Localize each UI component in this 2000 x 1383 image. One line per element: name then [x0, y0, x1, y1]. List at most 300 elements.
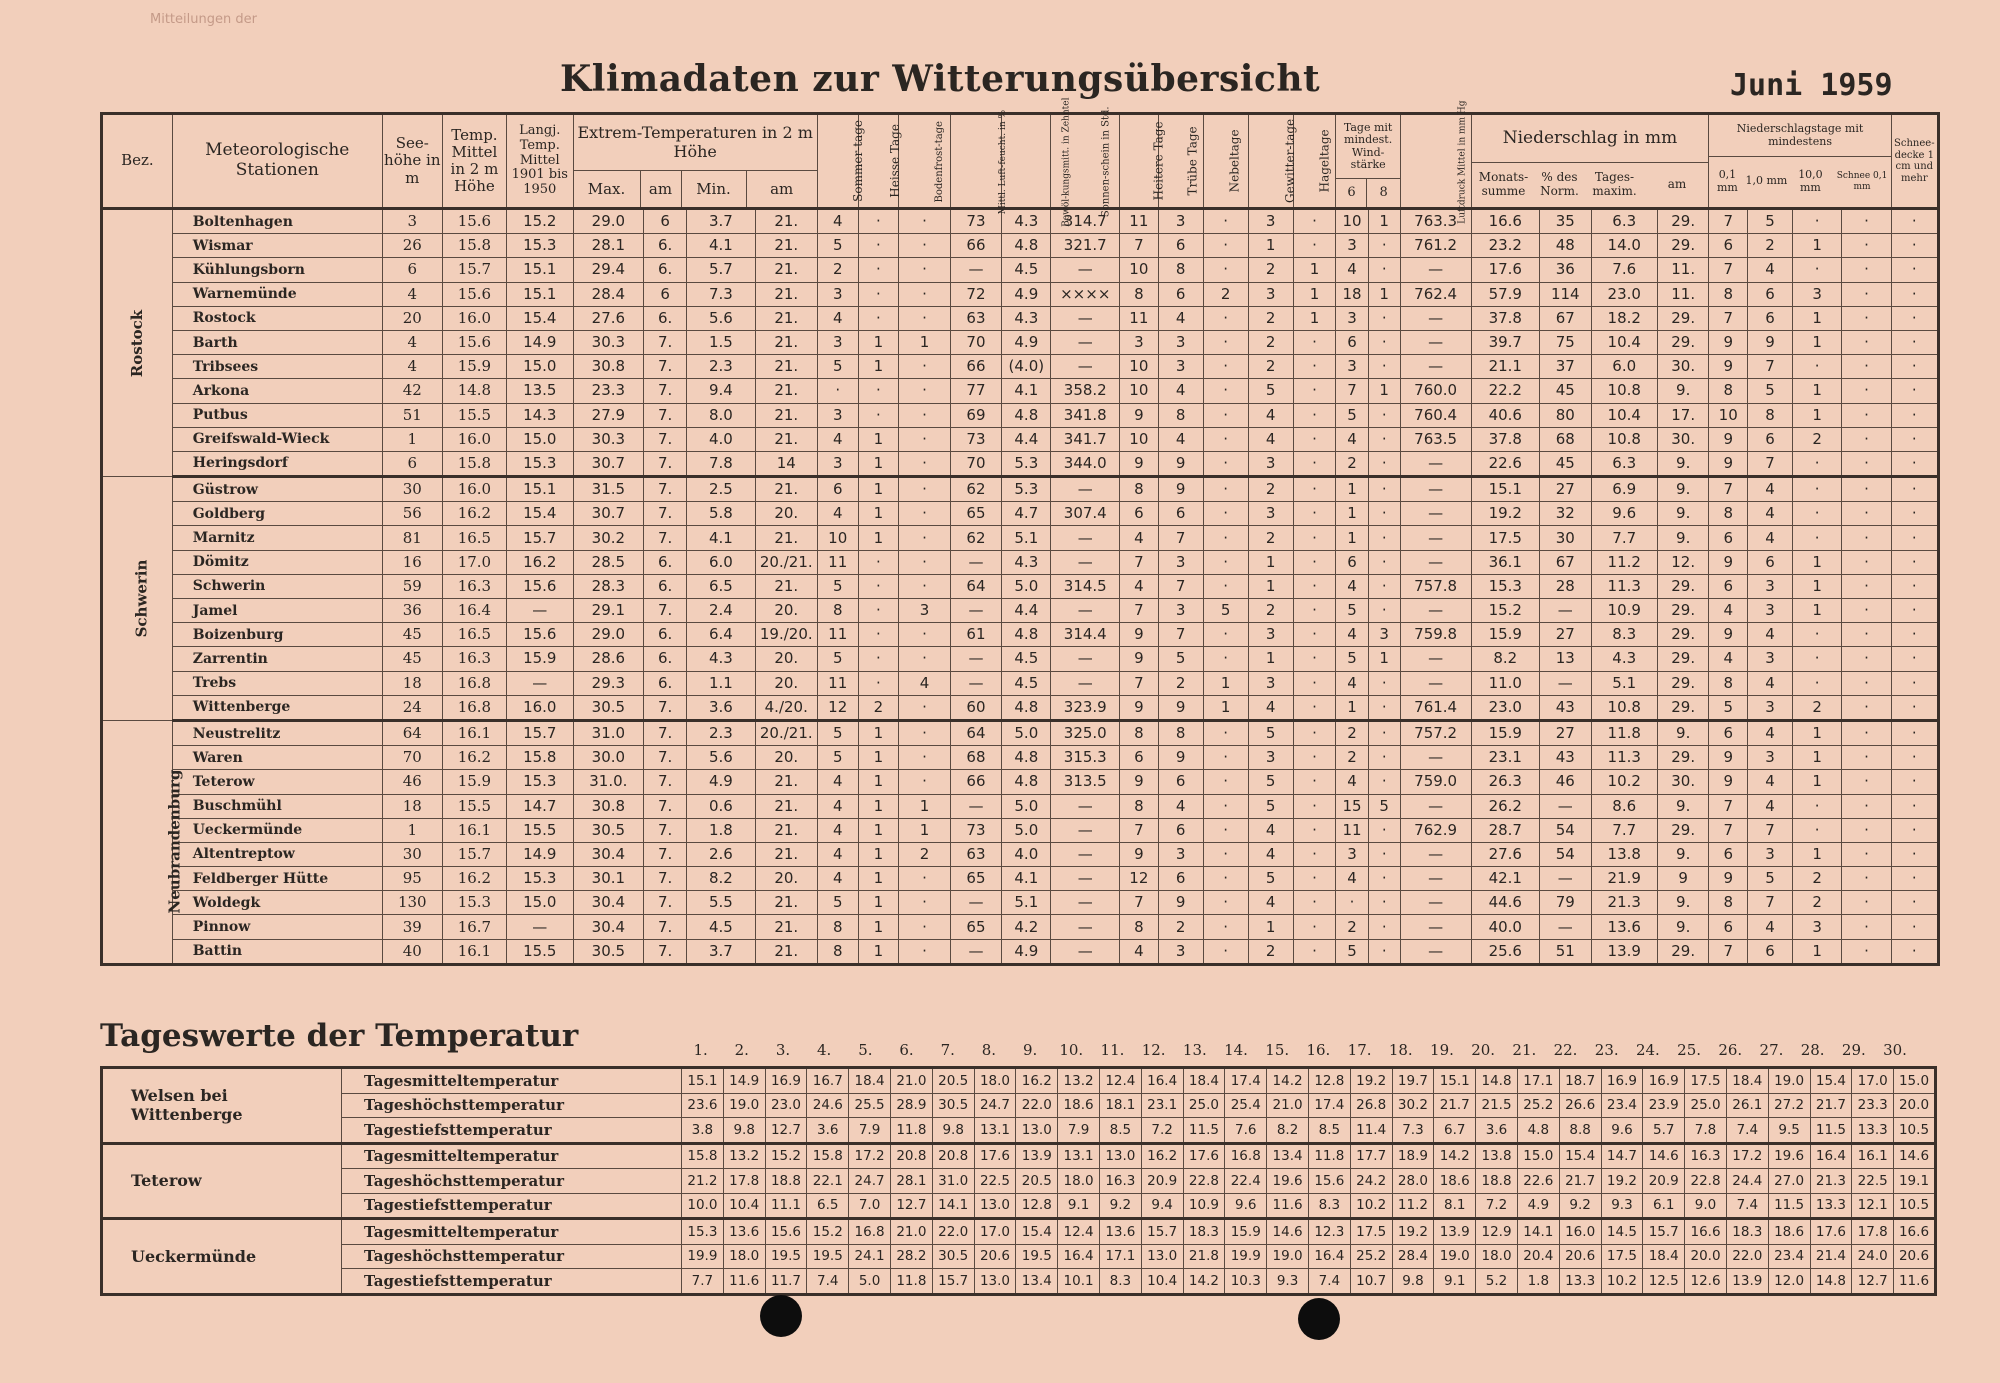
daily-temp-value: 16.6 [1685, 1219, 1727, 1245]
day-number: 18. [1388, 1041, 1413, 1059]
data-cell: 27.9 [573, 403, 644, 427]
hdr-luftfeucht-text: Mittl. Luft-feucht. in % [997, 109, 1008, 214]
hdr-am2: am [770, 179, 794, 198]
hdr-sommertage-text: Sommer-tage [850, 119, 865, 202]
data-cell: 1 [1793, 842, 1842, 866]
data-cell: 7. [644, 379, 687, 403]
data-cell: 7 [1158, 526, 1203, 550]
daily-temp-value: 20.6 [974, 1244, 1016, 1269]
month-label: Juni 1959 [1730, 68, 1893, 103]
station-row [102, 234, 1939, 258]
data-cell: 3.7 [687, 939, 756, 964]
data-cell: 30.4 [573, 891, 644, 915]
data-cell: 1 [858, 502, 899, 526]
data-cell: 15.5 [442, 403, 506, 427]
data-cell: 8 [1120, 282, 1159, 306]
data-cell: · [1368, 526, 1400, 550]
daily-temp-value: 21.7 [1559, 1169, 1601, 1194]
data-cell: 21. [755, 209, 817, 234]
temp-type-label: Tagesmitteltemperatur [342, 1219, 682, 1245]
daily-temp-value: 9.5 [1768, 1118, 1810, 1144]
data-cell: · [1891, 258, 1938, 282]
data-cell: 19.2 [1471, 502, 1540, 526]
hdr-min: Min. [682, 171, 747, 207]
data-cell: 1 [858, 794, 899, 818]
data-cell: 5 [1158, 647, 1203, 671]
data-cell: · [1203, 842, 1248, 866]
daily-temp-value: 13.9 [1434, 1219, 1476, 1245]
daily-temp-value: 7.6 [1225, 1118, 1267, 1144]
data-cell: — [1400, 746, 1471, 770]
data-cell: 9 [1709, 623, 1748, 647]
daily-temp-value: 9.3 [1601, 1193, 1643, 1219]
daily-temp-row [102, 1193, 1936, 1219]
data-cell: · [1842, 770, 1891, 794]
daily-temp-value: 14.1 [1517, 1219, 1559, 1245]
data-cell: — [1400, 671, 1471, 695]
hdr-wind-sub [1336, 178, 1399, 207]
data-cell: 4 [382, 330, 442, 354]
data-cell: 21.1 [1471, 355, 1540, 379]
hdr-am1: am [641, 171, 682, 207]
daily-temp-value: 21.4 [1810, 1244, 1852, 1269]
data-cell: 28.1 [573, 234, 644, 258]
data-cell: · [1891, 720, 1938, 745]
data-cell: 54 [1540, 818, 1591, 842]
data-cell: 30.7 [573, 502, 644, 526]
data-cell: 10 [1709, 403, 1748, 427]
data-cell: 1 [1368, 379, 1400, 403]
data-cell: 5 [1248, 794, 1293, 818]
hdr-gewitter-text: Gewitter-tage [1282, 118, 1297, 203]
data-cell: — [950, 794, 1001, 818]
data-cell: 1 [1293, 306, 1336, 330]
daily-temp-value: 23.3 [1852, 1093, 1894, 1118]
data-cell: 15.9 [442, 355, 506, 379]
data-cell: · [1203, 258, 1248, 282]
data-cell: · [1203, 427, 1248, 451]
station-name: Feldberger Hütte [172, 867, 382, 891]
day-number-row [680, 1040, 1916, 1060]
data-cell: 1 [1248, 234, 1293, 258]
data-cell: 1 [858, 477, 899, 502]
daily-temp-value: 28.1 [890, 1169, 932, 1194]
daily-temp-value: 18.3 [1726, 1219, 1768, 1245]
data-cell: 5.1 [1002, 891, 1051, 915]
data-cell: · [1203, 379, 1248, 403]
data-cell: 3 [1248, 671, 1293, 695]
station-name: Ueckermünde [172, 818, 382, 842]
data-cell: 79 [1540, 891, 1591, 915]
data-cell: 1 [858, 891, 899, 915]
data-cell: 3 [1793, 282, 1842, 306]
data-cell: 29. [1657, 330, 1708, 354]
hdr-hagel-text: Hageltage [1317, 128, 1332, 192]
hdr-nebel-text: Nebeltage [1227, 128, 1242, 192]
daily-temp-value: 18.4 [1643, 1244, 1685, 1269]
station-name: Goldberg [172, 502, 382, 526]
daily-temp-row [102, 1143, 1936, 1169]
data-cell: 67 [1540, 550, 1591, 574]
data-cell: · [1293, 355, 1336, 379]
data-cell: 77 [950, 379, 1001, 403]
data-cell: 6. [644, 306, 687, 330]
data-cell: 4.2 [1002, 915, 1051, 939]
hdr-heitere-text: Heitere Tage [1151, 120, 1166, 200]
district-cell [102, 477, 173, 721]
data-cell: 62 [950, 526, 1001, 550]
data-cell: 29.1 [573, 599, 644, 623]
daily-temp-value: 13.8 [1476, 1143, 1518, 1169]
data-cell: — [1540, 915, 1591, 939]
data-cell: 1 [1248, 574, 1293, 598]
data-cell: 20./21. [755, 550, 817, 574]
daily-temp-value: 21.0 [890, 1068, 932, 1094]
data-cell: 5 [817, 574, 858, 598]
data-cell: 30.5 [573, 939, 644, 964]
daily-temp-value: 19.0 [723, 1093, 765, 1118]
data-cell: 16.8 [442, 671, 506, 695]
daily-temp-value: 12.0 [1768, 1269, 1810, 1295]
station-row [102, 258, 1939, 282]
data-cell: · [1793, 355, 1842, 379]
data-cell: 3 [1336, 234, 1368, 258]
data-cell: 8.0 [687, 403, 756, 427]
data-cell: — [1400, 330, 1471, 354]
data-cell: 6 [817, 477, 858, 502]
daily-temp-value: 23.6 [682, 1093, 724, 1118]
day-number: 22. [1553, 1041, 1578, 1059]
data-cell: 43 [1540, 746, 1591, 770]
daily-temp-value: 13.3 [1852, 1118, 1894, 1144]
data-cell: · [1293, 647, 1336, 671]
data-cell: 45 [382, 623, 442, 647]
district-label: Rostock [127, 309, 146, 377]
data-cell: 325.0 [1051, 720, 1120, 745]
data-cell: · [1891, 842, 1938, 866]
data-cell: 759.8 [1400, 623, 1471, 647]
data-cell: · [1293, 574, 1336, 598]
data-cell: 16.6 [1471, 209, 1540, 234]
data-cell: 4 [1120, 574, 1159, 598]
daily-temp-value: 15.3 [682, 1219, 724, 1245]
data-cell: 37.8 [1471, 427, 1540, 451]
data-cell: (4.0) [1002, 355, 1051, 379]
daily-temp-row [102, 1068, 1936, 1094]
data-cell: 15.3 [1471, 574, 1540, 598]
hdr-heisse-text: Heisse Tage [887, 123, 902, 198]
data-cell: 6 [1158, 818, 1203, 842]
data-cell: 16.0 [442, 427, 506, 451]
data-cell: — [1400, 526, 1471, 550]
daily-temp-value: 25.4 [1225, 1093, 1267, 1118]
data-cell: · [1293, 671, 1336, 695]
data-cell: 8 [1709, 671, 1748, 695]
daily-temp-value: 17.4 [1225, 1068, 1267, 1094]
data-cell: 3 [1748, 746, 1793, 770]
data-cell: · [899, 695, 950, 720]
daily-temp-value: 14.6 [1894, 1143, 1936, 1169]
day-number: 13. [1182, 1041, 1207, 1059]
daily-temp-value: 7.8 [1685, 1118, 1727, 1144]
data-cell: 4.3 [1591, 647, 1657, 671]
data-cell: 4.5 [687, 915, 756, 939]
data-cell: 8 [1748, 403, 1793, 427]
data-cell: — [1540, 794, 1591, 818]
data-cell: — [1051, 671, 1120, 695]
daily-temp-value: 17.0 [974, 1219, 1016, 1245]
daily-temp-value: 18.7 [1559, 1068, 1601, 1094]
station-name: Boltenhagen [172, 209, 382, 234]
data-cell: 29. [1657, 306, 1708, 330]
data-cell: 4 [1158, 306, 1203, 330]
daily-temp-value: 13.9 [1016, 1143, 1058, 1169]
hdr-extrem-group [573, 114, 817, 209]
data-cell: · [1336, 891, 1368, 915]
data-cell: · [1203, 234, 1248, 258]
daily-temp-value: 13.2 [1058, 1068, 1100, 1094]
day-number: 24. [1635, 1041, 1660, 1059]
data-cell: 4 [1248, 818, 1293, 842]
data-cell: 4.8 [1002, 403, 1051, 427]
daily-temp-value: 27.2 [1768, 1093, 1810, 1118]
data-cell: · [1368, 427, 1400, 451]
data-cell: 28 [1540, 574, 1591, 598]
data-cell: · [899, 891, 950, 915]
daily-temp-value: 7.3 [1392, 1118, 1434, 1144]
data-cell: 3 [1336, 842, 1368, 866]
daily-temp-value: 14.8 [1810, 1269, 1852, 1295]
data-cell: · [1203, 915, 1248, 939]
data-cell: — [1051, 477, 1120, 502]
data-cell: 44.6 [1471, 891, 1540, 915]
data-cell: · [1842, 671, 1891, 695]
station-name: Marnitz [172, 526, 382, 550]
daily-temp-value: 17.1 [1517, 1068, 1559, 1094]
data-cell: 9 [1709, 355, 1748, 379]
data-cell: 1 [858, 355, 899, 379]
data-cell: — [1051, 939, 1120, 964]
data-cell: 1 [858, 720, 899, 745]
data-cell: — [950, 671, 1001, 695]
daily-temp-value: 13.2 [723, 1143, 765, 1169]
data-cell: 760.4 [1400, 403, 1471, 427]
data-cell: 3 [1158, 939, 1203, 964]
data-cell: · [1891, 234, 1938, 258]
data-cell: 1 [899, 330, 950, 354]
daily-temp-row [102, 1118, 1936, 1144]
hdr-extrem: Extrem-Temperaturen in 2 m Höhe [577, 123, 813, 161]
data-cell: 5 [817, 720, 858, 745]
day-number: 19. [1430, 1041, 1454, 1059]
data-cell: 7 [1709, 794, 1748, 818]
data-cell: 1 [1793, 939, 1842, 964]
data-cell: 29. [1657, 599, 1708, 623]
data-cell: 15.6 [442, 209, 506, 234]
data-cell: 2 [1248, 355, 1293, 379]
data-cell: 9.6 [1591, 502, 1657, 526]
data-cell: 2 [1793, 891, 1842, 915]
daily-temp-value: 4.9 [1517, 1193, 1559, 1219]
page-title: Klimadaten zur Witterungsübersicht [560, 58, 1321, 100]
data-cell: 28.6 [573, 647, 644, 671]
data-cell: · [1368, 746, 1400, 770]
daily-temp-value: 16.2 [1016, 1068, 1058, 1094]
data-cell: · [899, 939, 950, 964]
data-cell: · [858, 282, 899, 306]
daily-station-name: Teterow [102, 1143, 342, 1219]
data-cell: 3 [1248, 502, 1293, 526]
data-cell: 27.6 [573, 306, 644, 330]
daily-temp-value: 28.2 [890, 1244, 932, 1269]
data-cell: 4 [1158, 379, 1203, 403]
data-cell: 4 [817, 842, 858, 866]
data-cell: · [1842, 915, 1891, 939]
station-row [102, 746, 1939, 770]
data-cell: · [1203, 720, 1248, 745]
daily-temp-value: 28.0 [1392, 1169, 1434, 1194]
data-cell: — [950, 258, 1001, 282]
data-cell: 64 [950, 720, 1001, 745]
data-cell: — [1051, 891, 1120, 915]
data-cell: · [1891, 379, 1938, 403]
data-cell: · [1891, 282, 1938, 306]
data-cell: 4.3 [1002, 306, 1051, 330]
data-cell: · [1368, 502, 1400, 526]
data-cell: — [1400, 502, 1471, 526]
daily-temp-value: 24.6 [807, 1093, 849, 1118]
station-row [102, 379, 1939, 403]
data-cell: 17. [1657, 403, 1708, 427]
daily-temp-value: 14.2 [1267, 1068, 1309, 1094]
data-cell: 7 [1709, 818, 1748, 842]
data-cell: 11.2 [1591, 550, 1657, 574]
data-cell: 6. [644, 258, 687, 282]
data-cell: 7. [644, 818, 687, 842]
data-cell: · [1793, 623, 1842, 647]
daily-temp-value: 6.5 [807, 1193, 849, 1219]
data-cell: 20./21. [755, 720, 817, 745]
data-cell: 1 [899, 818, 950, 842]
daily-temp-value: 21.2 [682, 1169, 724, 1194]
daily-temp-value: 8.2 [1267, 1118, 1309, 1144]
data-cell: · [1842, 794, 1891, 818]
data-cell: 3 [1748, 842, 1793, 866]
daily-temp-value: 20.0 [1894, 1093, 1936, 1118]
data-cell: 30 [382, 842, 442, 866]
data-cell: · [1842, 818, 1891, 842]
data-cell: 314.7 [1051, 209, 1120, 234]
station-row [102, 427, 1939, 451]
daily-temp-value: 11.1 [765, 1193, 807, 1219]
data-cell: 21. [755, 574, 817, 598]
data-cell: 2.3 [687, 355, 756, 379]
data-cell: 21. [755, 818, 817, 842]
data-cell: · [899, 451, 950, 476]
data-cell: 63 [950, 842, 1001, 866]
data-cell: 9. [1657, 379, 1708, 403]
data-cell: 18 [382, 794, 442, 818]
daily-temp-value: 18.8 [1476, 1169, 1518, 1194]
data-cell: 9 [1709, 770, 1748, 794]
station-row [102, 671, 1939, 695]
data-cell: 73 [950, 427, 1001, 451]
station-row [102, 599, 1939, 623]
daily-temp-value: 10.0 [682, 1193, 724, 1219]
daily-temp-value: 13.9 [1726, 1269, 1768, 1295]
data-cell: 7. [644, 427, 687, 451]
daily-temp-value: 16.4 [1810, 1143, 1852, 1169]
daily-temp-value: 14.5 [1601, 1219, 1643, 1245]
data-cell: · [1368, 671, 1400, 695]
data-cell: 5 [817, 647, 858, 671]
daily-temp-value: 14.1 [932, 1193, 974, 1219]
data-cell: · [1368, 720, 1400, 745]
daily-temp-value: 23.4 [1768, 1244, 1810, 1269]
data-cell: 5 [1203, 599, 1248, 623]
data-cell: 29. [1657, 746, 1708, 770]
daily-temp-value: 25.0 [1183, 1093, 1225, 1118]
daily-temp-value: 15.6 [1308, 1169, 1350, 1194]
data-cell: 15.4 [507, 502, 573, 526]
data-cell: 4 [817, 427, 858, 451]
data-cell: · [1293, 915, 1336, 939]
hdr-station: Meteorologische Stationen [172, 114, 382, 209]
data-cell: 67 [1540, 306, 1591, 330]
data-cell: 66 [950, 770, 1001, 794]
data-cell: · [899, 306, 950, 330]
data-cell: 7.8 [687, 451, 756, 476]
daily-temp-value: 9.2 [1559, 1193, 1601, 1219]
data-cell: 2.5 [687, 477, 756, 502]
data-cell: — [1400, 891, 1471, 915]
data-cell: 17.6 [1471, 258, 1540, 282]
data-cell: 11 [1120, 209, 1159, 234]
data-cell: · [1793, 209, 1842, 234]
daily-temp-value: 15.7 [1643, 1219, 1685, 1245]
data-cell: 8.3 [1591, 623, 1657, 647]
data-cell: 10.4 [1591, 403, 1657, 427]
data-cell: · [1891, 939, 1938, 964]
data-cell: 4.8 [1002, 623, 1051, 647]
day-number: 23. [1594, 1041, 1619, 1059]
daily-temp-value: 19.0 [1434, 1244, 1476, 1269]
daily-temp-value: 3.8 [682, 1118, 724, 1144]
data-cell: — [1051, 599, 1120, 623]
data-cell: · [1293, 720, 1336, 745]
data-cell: · [1203, 451, 1248, 476]
daily-temp-value: 26.8 [1350, 1093, 1392, 1118]
data-cell: 7 [1158, 574, 1203, 598]
data-cell: 15.5 [442, 794, 506, 818]
data-cell: 29.3 [573, 671, 644, 695]
daily-temp-value: 7.4 [1308, 1269, 1350, 1295]
daily-temp-value: 18.0 [1476, 1244, 1518, 1269]
data-cell: · [1842, 842, 1891, 866]
data-cell: 20. [755, 502, 817, 526]
data-cell: 2 [1203, 282, 1248, 306]
station-name: Heringsdorf [172, 451, 382, 476]
data-cell: 8 [1120, 720, 1159, 745]
data-cell: 30.0 [573, 746, 644, 770]
data-cell: 2 [1793, 427, 1842, 451]
data-cell: · [1203, 574, 1248, 598]
hdr-gewitter [1248, 114, 1297, 209]
data-cell: 6.9 [1591, 477, 1657, 502]
daily-temp-value: 30.5 [932, 1244, 974, 1269]
data-cell: · [1891, 550, 1938, 574]
data-cell: 2 [1336, 451, 1368, 476]
